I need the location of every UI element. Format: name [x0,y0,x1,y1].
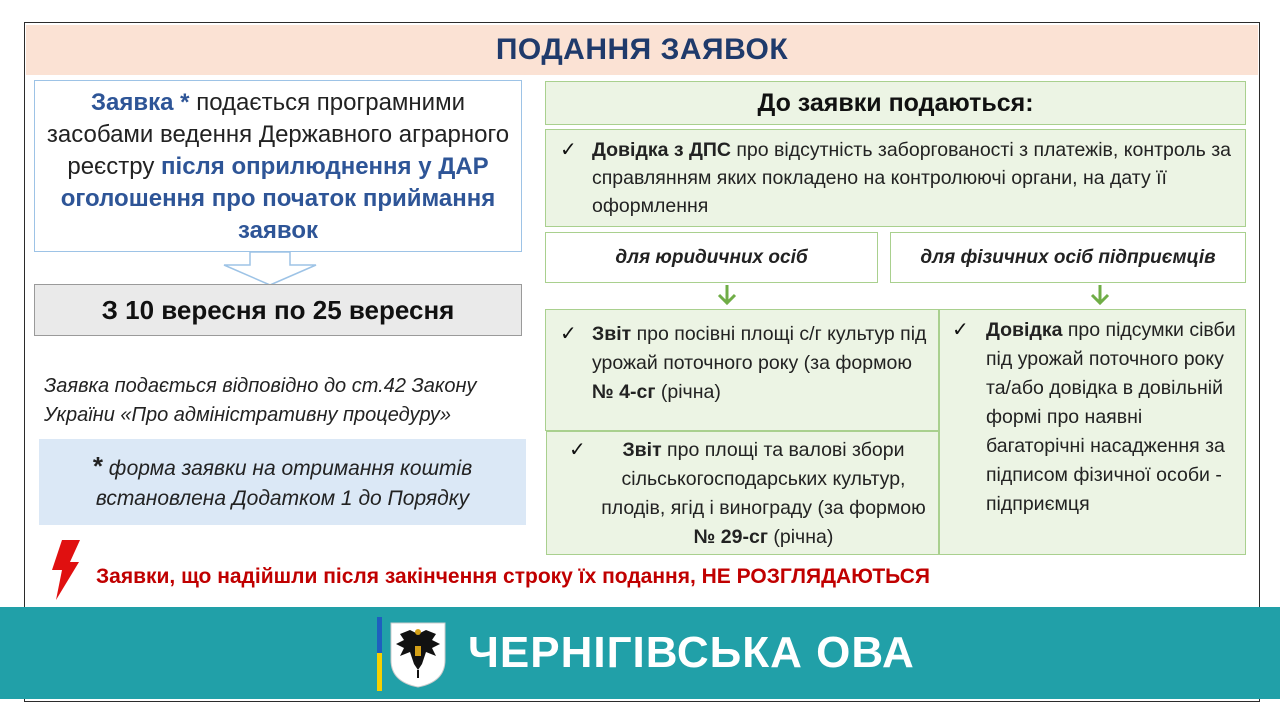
down-arrow-icon [716,284,738,306]
lightning-icon [50,540,82,600]
dps-text: про відсутність заборгованості з платежів, контроль за справлянням яких покладено на контролюючі органи, на дату її оформлення [592,139,1232,217]
law-note: Заявка подається відповідно до ст.42 Закону України «Про адміністративну процедуру» [44,375,477,426]
intro-bold-2: після оприлюднення у ДАР оголошення про початок приймання заявок [60,153,496,244]
dps-certificate-box [545,129,1246,227]
documents-header-text: До заявки подаються: [757,88,1034,117]
late-applications-warning: Заявки, що надійшли після закінчення строку їх подання, НЕ РОЗГЛЯДАЮТЬСЯ [96,565,930,588]
zvit2-text-2: (річна) [767,526,834,548]
category-individual-entrepreneurs [890,232,1246,283]
checkmark-icon: ✓ [569,439,586,461]
zvit1-text-2: (річна) [655,381,721,403]
zvit2-form: № 29-сг [693,526,768,548]
checkmark-icon: ✓ [952,319,969,341]
form-note-box [39,439,526,525]
coat-of-arms-icon [388,620,448,688]
zvit2-bold: Звіт [622,439,662,461]
dates-box [34,284,522,336]
dov-bold: Довідка [986,319,1063,341]
organization-name: ЧЕРНІГІВСЬКА ОВА [468,628,915,677]
down-arrow-icon [1089,284,1111,306]
intro-text-1: подається програмними засобами ведення Державного аграрного реєстру [46,89,510,180]
checkmark-icon: ✓ [560,139,577,161]
flag-stripe-yellow [377,653,382,691]
form-note-text: форма заявки на отримання коштів встановлена Додатком 1 до Порядку [95,456,473,510]
checkmark-icon: ✓ [560,323,577,345]
category-legal-label: для юридичних осіб [615,246,808,268]
dates-text: З 10 вересня по 25 вересня [101,294,455,325]
report-4sg-box [545,309,939,431]
down-arrow-icon [220,251,320,287]
flag-stripe-blue [377,617,382,653]
report-29sg-box [546,431,939,555]
application-intro-box [34,80,522,252]
category-phys-label: для фізичних осіб підприємців [920,246,1216,268]
dps-bold: Довідка з ДПС [592,139,731,161]
zvit1-bold: Звіт [592,323,632,345]
category-legal-entities [545,232,878,283]
intro-bold-1: Заявка * [91,89,190,116]
dov-text: про підсумки сівби під урожай поточного року та/або довідка в довільній формі про наявні багаторічні насадження за підписом фізичної особи - підприємця [986,319,1236,515]
harvest-certificate-box [939,309,1246,555]
zvit1-text: про посівні площі с/г культур під урожай поточного року (за формою [592,323,927,374]
zvit1-form: № 4-сг [592,381,656,403]
form-star: * [92,450,103,481]
page-title: ПОДАННЯ ЗАЯВОК [495,33,789,66]
title-bar [26,25,1258,75]
documents-header [545,81,1246,125]
zvit2-text: про площі та валові збори сільськогосподарських культур, плодів, ягід і винограду (за формою [601,439,926,519]
